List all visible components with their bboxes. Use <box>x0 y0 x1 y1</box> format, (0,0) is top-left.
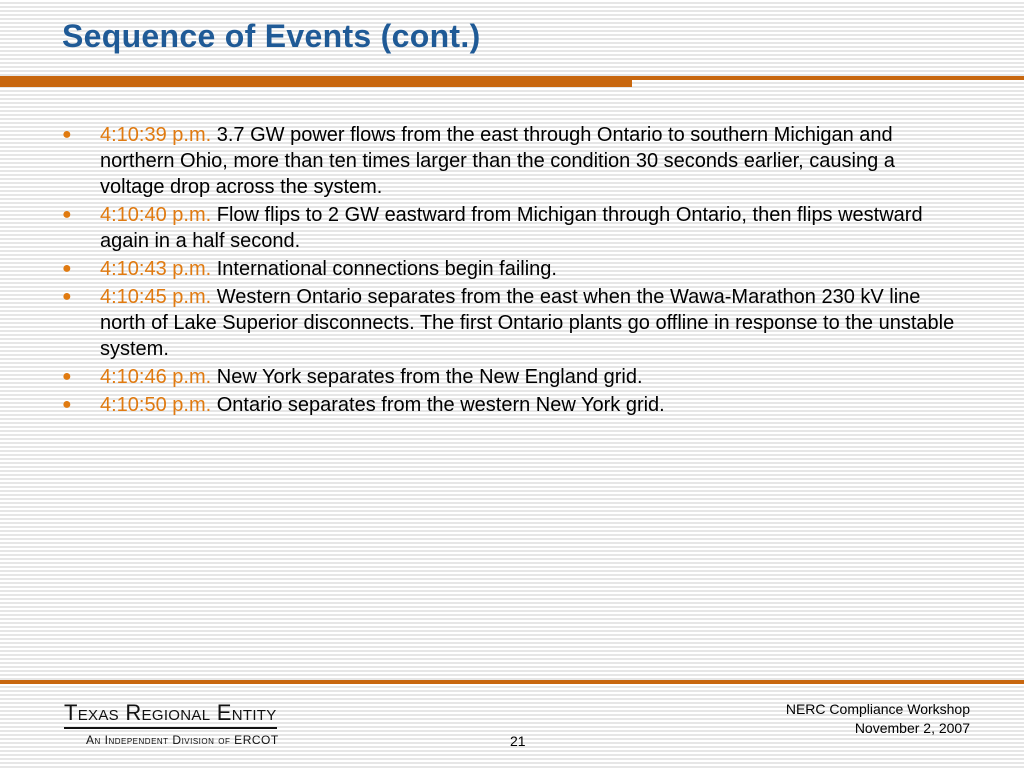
event-time: 4:10:39 p.m. <box>100 124 212 146</box>
logo-title: Texas Regional Entity <box>64 700 277 729</box>
bullet-item <box>62 256 962 282</box>
bullet-item <box>62 202 962 254</box>
footer-rule <box>0 680 1024 684</box>
bullet-list <box>62 122 962 420</box>
page-number: 21 <box>510 733 526 749</box>
event-date: November 2, 2007 <box>854 720 970 736</box>
event-description: Ontario separates from the western New York grid. <box>216 394 665 416</box>
bullet-dot-icon: ● <box>62 288 72 305</box>
bullet-dot-icon: ● <box>62 368 72 385</box>
event-description: International connections begin failing. <box>216 258 557 280</box>
bullet-item <box>62 392 962 418</box>
event-name: NERC Compliance Workshop <box>785 701 970 717</box>
title-rule-thin <box>632 76 1024 80</box>
footer-info <box>786 700 970 738</box>
event-time: 4:10:43 p.m. <box>100 258 212 280</box>
bullet-dot-icon: ● <box>62 396 72 413</box>
bullet-dot-icon: ● <box>62 206 72 223</box>
bullet-dot-icon: ● <box>62 260 72 277</box>
logo-subtitle: An Independent Division of ERCOT <box>86 733 279 747</box>
bullet-dot-icon: ● <box>62 126 72 143</box>
title-rule-thick <box>0 76 632 87</box>
event-description: Western Ontario separates from the east when the Wawa-Marathon 230 kV line north of Lake Superior disconnects. The first Ontario plants go offline in response to the unstable system. <box>100 286 955 360</box>
slide-title: Sequence of Events (cont.) <box>62 18 481 54</box>
bullet-item <box>62 284 962 362</box>
organization-logo <box>64 700 314 747</box>
bullet-item <box>62 364 962 390</box>
event-time: 4:10:45 p.m. <box>100 286 212 308</box>
event-time: 4:10:40 p.m. <box>100 204 212 226</box>
event-description: Flow flips to 2 GW eastward from Michigan through Ontario, then flips westward again in a half second. <box>100 204 923 252</box>
event-description: New York separates from the New England grid. <box>216 366 643 388</box>
bullet-item <box>62 122 962 200</box>
event-time: 4:10:46 p.m. <box>100 366 212 388</box>
event-description: 3.7 GW power flows from the east through Ontario to southern Michigan and northern Ohio, more than ten times larger than the condition 30 seconds earlier, causing a voltage drop across the system. <box>100 124 895 198</box>
event-time: 4:10:50 p.m. <box>100 394 212 416</box>
